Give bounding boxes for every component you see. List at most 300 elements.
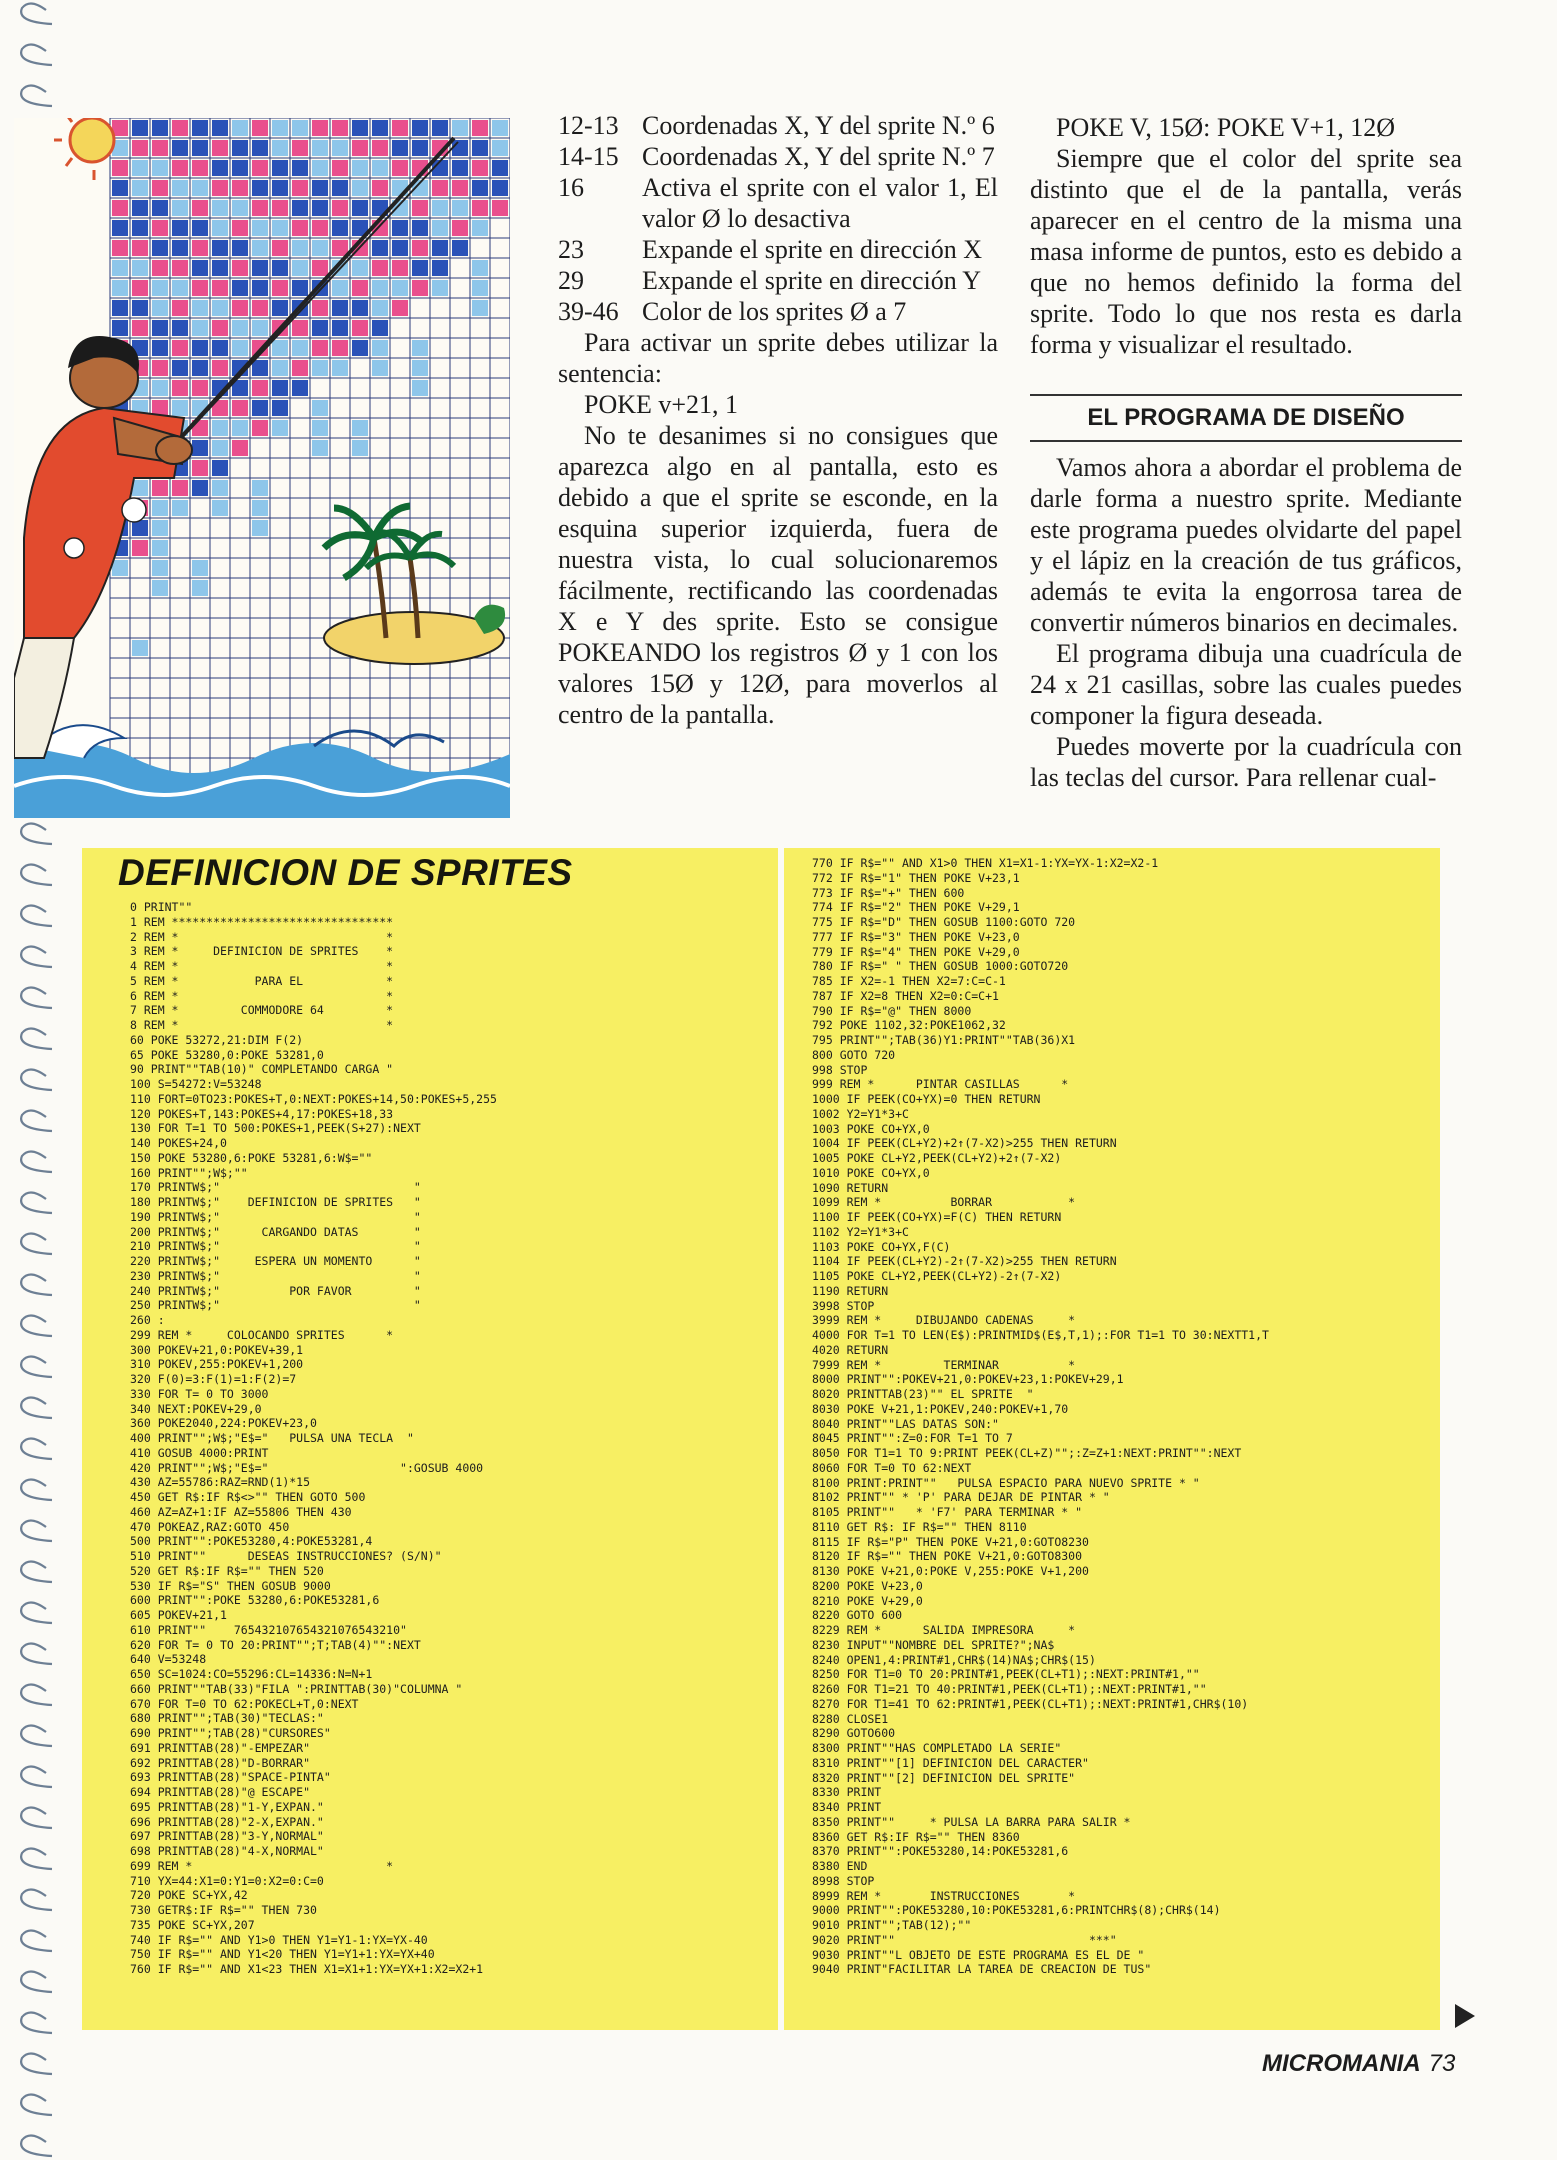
- grid-cell: [132, 180, 148, 196]
- spiral-ring: [21, 1438, 52, 1459]
- code-line: 691 PRINTTAB(28)"-EMPEZAR": [130, 1740, 311, 1755]
- grid-cell: [352, 340, 368, 356]
- grid-cell: [372, 140, 388, 156]
- register-definitions-list: [558, 110, 998, 327]
- grid-cell: [252, 420, 268, 436]
- grid-cell: [312, 400, 328, 416]
- grid-cell: [152, 340, 168, 356]
- grid-cell: [292, 220, 308, 236]
- grid-cell: [292, 240, 308, 256]
- grid-cell: [332, 120, 348, 136]
- grid-cell: [192, 200, 208, 216]
- code-line: 220 PRINTW$;" ESPERA UN MOMENTO ": [130, 1254, 421, 1268]
- grid-cell: [332, 280, 348, 296]
- code-line: 8102 PRINT"" * 'P' PARA DEJAR DE PINTAR * ": [812, 1490, 1110, 1505]
- spiral-ring: [21, 1807, 52, 1828]
- grid-cell: [332, 240, 348, 256]
- definition-row: [558, 265, 998, 296]
- grid-cell: [232, 300, 248, 316]
- grid-cell: [132, 220, 148, 236]
- grid-cell: [152, 260, 168, 276]
- code-line: 110 FORT=0TO23:POKES+T,0:NEXT:POKES+14,50:POKES+5,255: [130, 1091, 497, 1106]
- grid-cell: [152, 300, 168, 316]
- grid-cell: [252, 500, 268, 516]
- code-line: 360 POKE2040,224:POKEV+23,0: [130, 1416, 317, 1431]
- grid-cell: [232, 320, 248, 336]
- grid-cell: [492, 180, 508, 196]
- continue-arrow-icon: [1455, 2004, 1475, 2028]
- grid-cell: [312, 440, 328, 456]
- code-line: 3999 REM * DIBUJANDO CADENAS *: [812, 1313, 1076, 1328]
- grid-cell: [192, 260, 208, 276]
- grid-cell: [352, 200, 368, 216]
- grid-cell: [272, 160, 288, 176]
- code-line: 740 IF R$="" AND Y1>0 THEN Y1=Y1-1:YX=YX-40: [130, 1932, 428, 1947]
- code-line: 1103 POKE CO+YX,F(C): [812, 1239, 951, 1254]
- grid-cell: [272, 260, 288, 276]
- paragraph-activate: Para activar un sprite debes utilizar la sentencia:: [558, 328, 998, 388]
- grid-cell: [152, 480, 168, 496]
- grid-cell: [472, 160, 488, 176]
- spiral-ring: [21, 1561, 52, 1582]
- code-line: 8240 OPEN1,4:PRINT#1,CHR$(14)NA$;CHR$(15): [812, 1652, 1096, 1667]
- grid-cell: [392, 260, 408, 276]
- page-number: 73: [1428, 2050, 1456, 2077]
- grid-cell: [352, 320, 368, 336]
- grid-cell: [132, 260, 148, 276]
- spiral-ring: [21, 1643, 52, 1664]
- code-line: 8270 FOR T1=41 TO 62:PRINT#1,PEEK(CL+T1);:NEXT:PRINT#1,CHR$(10): [812, 1696, 1249, 1711]
- code-line: 8120 IF R$="" THEN POKE V+21,0:GOTO8300: [812, 1549, 1083, 1564]
- code-line: 8350 PRINT"" * PULSA LA BARRA PARA SALIR *: [812, 1814, 1131, 1829]
- grid-cell: [112, 160, 128, 176]
- spiral-ring: [21, 1151, 52, 1172]
- grid-cell: [172, 480, 188, 496]
- code-line: 7999 REM * TERMINAR *: [812, 1357, 1076, 1372]
- code-line: 8060 FOR T=0 TO 62:NEXT: [812, 1460, 972, 1475]
- grid-cell: [192, 280, 208, 296]
- definition-row: [558, 141, 998, 172]
- spiral-ring: [21, 2053, 52, 2074]
- code-line: 520 GET R$:IF R$="" THEN 520: [130, 1563, 324, 1578]
- grid-cell: [472, 280, 488, 296]
- grid-cell: [232, 340, 248, 356]
- grid-cell: [252, 260, 268, 276]
- grid-cell: [212, 280, 228, 296]
- code-line: 6 REM * *: [130, 988, 394, 1003]
- grid-cell: [212, 440, 228, 456]
- code-line: 140 POKES+24,0: [130, 1136, 227, 1150]
- code-line: 773 IF R$="+" THEN 600: [812, 885, 965, 900]
- grid-cell: [312, 260, 328, 276]
- grid-cell: [452, 220, 468, 236]
- grid-cell: [132, 480, 148, 496]
- spiral-ring: [21, 987, 52, 1008]
- code-line: 500 PRINT"":POKE53280,4:POKE53281,4: [130, 1534, 373, 1549]
- grid-cell: [172, 300, 188, 316]
- grid-cell: [432, 280, 448, 296]
- code-line: 180 PRINTW$;" DEFINICION DE SPRITES ": [130, 1195, 421, 1209]
- code-line: 130 FOR T=1 TO 500:POKES+1,PEEK(S+27):NEXT: [130, 1121, 421, 1136]
- grid-cell: [452, 180, 468, 196]
- grid-cell: [312, 320, 328, 336]
- grid-cell: [492, 160, 508, 176]
- grid-cell: [352, 180, 368, 196]
- grid-cell: [332, 300, 348, 316]
- grid-cell: [232, 420, 248, 436]
- spiral-ring: [21, 1192, 52, 1213]
- grid-cell: [412, 220, 428, 236]
- grid-cell: [252, 180, 268, 196]
- code-line: 8310 PRINT""[1] DEFINICION DEL CARACTER": [812, 1755, 1089, 1770]
- code-line: 777 IF R$="3" THEN POKE V+23,0: [812, 929, 1020, 944]
- grid-cell: [172, 240, 188, 256]
- grid-cell: [432, 240, 448, 256]
- grid-cell: [352, 280, 368, 296]
- code-line: 690 PRINT"";TAB(28)"CURSORES": [130, 1726, 331, 1740]
- code-line: 9030 PRINT""L OBJETO DE ESTE PROGRAMA ES EL DE ": [812, 1947, 1145, 1962]
- grid-cell: [312, 160, 328, 176]
- grid-cell: [192, 340, 208, 356]
- definition-number: 12-13: [558, 111, 619, 140]
- code-line: 696 PRINTTAB(28)"2-X,EXPAN.": [130, 1814, 324, 1829]
- grid-cell: [172, 380, 188, 396]
- code-line: 8110 GET R$: IF R$="" THEN 8110: [812, 1519, 1027, 1534]
- grid-cell: [172, 180, 188, 196]
- code-line: 680 PRINT"";TAB(30)"TECLAS:": [130, 1711, 324, 1726]
- grid-cell: [292, 160, 308, 176]
- grid-cell: [152, 560, 168, 576]
- grid-cell: [212, 160, 228, 176]
- spiral-ring: [21, 1356, 52, 1377]
- grid-cell: [412, 340, 428, 356]
- code-line: 4020 RETURN: [812, 1342, 889, 1357]
- code-line: 1010 POKE CO+YX,0: [812, 1165, 930, 1180]
- spiral-ring: [21, 3, 52, 24]
- grid-cell: [312, 300, 328, 316]
- code-line: 510 PRINT"" DESEAS INSTRUCCIONES? (S/N)": [130, 1549, 442, 1563]
- code-line: 770 IF R$="" AND X1>0 THEN X1=X1-1:YX=YX-1:X2=X2-1: [812, 856, 1159, 870]
- grid-cell: [192, 560, 208, 576]
- code-line: 8260 FOR T1=21 TO 40:PRINT#1,PEEK(CL+T1);:NEXT:PRINT#1,"": [812, 1682, 1207, 1696]
- grid-cell: [312, 220, 328, 236]
- spiral-ring: [21, 1274, 52, 1295]
- code-line: 775 IF R$="D" THEN GOSUB 1100:GOTO 720: [812, 915, 1076, 929]
- code-line: 190 PRINTW$;" ": [130, 1209, 421, 1224]
- grid-cell: [172, 200, 188, 216]
- grid-cell: [372, 360, 388, 376]
- grid-cell: [232, 240, 248, 256]
- code-line: 100 S=54272:V=53248: [130, 1077, 262, 1091]
- grid-cell: [252, 220, 268, 236]
- code-line: 160 PRINT"";W$;"": [130, 1165, 248, 1180]
- code-line: 600 PRINT"":POKE 53280,6:POKE53281,6: [130, 1593, 380, 1608]
- grid-cell: [172, 340, 188, 356]
- grid-cell: [492, 200, 508, 216]
- grid-cell: [312, 360, 328, 376]
- grid-cell: [252, 520, 268, 536]
- grid-cell: [152, 240, 168, 256]
- grid-cell: [412, 240, 428, 256]
- grid-cell: [112, 300, 128, 316]
- code-line: 4000 FOR T=1 TO LEN(E$):PRINTMID$(E$,T,1);:FOR T1=1 TO 30:NEXTT1,T: [812, 1328, 1269, 1342]
- grid-cell: [372, 180, 388, 196]
- code-line: 1003 POKE CO+YX,0: [812, 1121, 930, 1136]
- grid-cell: [392, 160, 408, 176]
- code-poke-activate: POKE v+21, 1: [584, 390, 739, 419]
- grid-cell: [172, 320, 188, 336]
- grid-cell: [192, 460, 208, 476]
- definition-text: Expande el sprite en dirección Y: [642, 266, 982, 295]
- code-line: 1104 IF PEEK(CL+Y2)-2↑(7-X2)>255 THEN RETURN: [812, 1254, 1117, 1269]
- grid-cell: [172, 160, 188, 176]
- definition-row: [558, 172, 998, 234]
- grid-cell: [372, 240, 388, 256]
- spiral-ring: [21, 1028, 52, 1049]
- grid-cell: [472, 180, 488, 196]
- grid-cell: [472, 220, 488, 236]
- grid-cell: [212, 140, 228, 156]
- grid-cell: [392, 280, 408, 296]
- code-line: 170 PRINTW$;" ": [130, 1180, 421, 1195]
- grid-cell: [372, 260, 388, 276]
- code-line: 772 IF R$="1" THEN POKE V+23,1: [812, 870, 1020, 885]
- code-line: 1105 POKE CL+Y2,PEEK(CL+Y2)-2↑(7-X2): [812, 1269, 1062, 1283]
- grid-cell: [152, 160, 168, 176]
- grid-cell: [272, 240, 288, 256]
- code-line: 420 PRINT"";W$;"E$=" ":GOSUB 4000: [130, 1460, 484, 1475]
- grid-cell: [332, 320, 348, 336]
- definition-row: [558, 234, 998, 265]
- code-line: 8340 PRINT: [812, 1800, 882, 1814]
- code-line: 340 NEXT:POKEV+29,0: [130, 1401, 262, 1416]
- grid-cell: [292, 360, 308, 376]
- code-poke-center: POKE V, 15Ø: POKE V+1, 12Ø: [1056, 113, 1395, 142]
- spiral-ring: [21, 1520, 52, 1541]
- paragraph-dibuja: El programa dibuja una cuadrícula de 24 x 21 casillas, sobre las cuales puedes componer la figura deseada.: [1030, 639, 1462, 730]
- code-line: 8360 GET R$:IF R$="" THEN 8360: [812, 1829, 1020, 1844]
- grid-cell: [252, 400, 268, 416]
- spiral-ring: [21, 1110, 52, 1131]
- spiral-ring: [21, 1684, 52, 1705]
- page-footer: [1262, 2050, 1455, 2078]
- grid-cell: [352, 440, 368, 456]
- grid-cell: [132, 300, 148, 316]
- grid-cell: [372, 280, 388, 296]
- grid-cell: [392, 220, 408, 236]
- grid-cell: [492, 140, 508, 156]
- grid-cell: [152, 280, 168, 296]
- grid-cell: [112, 260, 128, 276]
- grid-cell: [432, 200, 448, 216]
- grid-cell: [112, 320, 128, 336]
- spiral-ring: [21, 1315, 52, 1336]
- code-line: 660 PRINT""TAB(33)"FILA ":PRINTTAB(30)"COLUMNA ": [130, 1681, 463, 1696]
- code-line: 299 REM * COLOCANDO SPRITES *: [130, 1327, 394, 1342]
- grid-cell: [212, 480, 228, 496]
- code-line: 8105 PRINT"" * 'F7' PARA TERMINAR * ": [812, 1505, 1083, 1519]
- code-line: 698 PRINTTAB(28)"4-X,NORMAL": [130, 1844, 324, 1858]
- grid-cell: [112, 220, 128, 236]
- grid-cell: [152, 180, 168, 196]
- code-line: 8020 PRINTTAB(23)"" EL SPRITE ": [812, 1387, 1034, 1401]
- definition-number: 14-15: [558, 142, 619, 171]
- grid-cell: [472, 120, 488, 136]
- illustration-sprite-grid: [14, 118, 510, 818]
- grid-cell: [192, 440, 208, 456]
- grid-cell: [132, 540, 148, 556]
- code-line: 410 GOSUB 4000:PRINT: [130, 1445, 269, 1460]
- code-line: 620 FOR T= 0 TO 20:PRINT"";T;TAB(4)"":NEXT: [130, 1637, 421, 1652]
- code-line: 8100 PRINT:PRINT"" PULSA ESPACIO PARA NUEVO SPRITE * ": [812, 1475, 1200, 1490]
- grid-cell: [472, 300, 488, 316]
- code-line: 730 GETR$:IF R$="" THEN 730: [130, 1903, 317, 1917]
- grid-cell: [412, 120, 428, 136]
- grid-cell: [132, 120, 148, 136]
- paragraph-no-desanimes: No te desanimes si no consigues que aparezca algo en al pantalla, esto es debido a que el sprite se esconde, en la esquina superior izquierda, fuera de nuestra vista, lo cual solucionaremos fácilmente, rectificando las coordenadas X e Y des sprite. Esto se consigue POKEANDO los registros Ø y 1 con los valores 15Ø y 12Ø, para moverlos al centro de la pantalla.: [558, 421, 998, 729]
- code-line: 8320 PRINT""[2] DEFINICION DEL SPRITE": [812, 1770, 1076, 1785]
- grid-cell: [272, 380, 288, 396]
- grid-cell: [472, 140, 488, 156]
- grid-cell: [452, 140, 468, 156]
- code-line: 1099 REM * BORRAR *: [812, 1195, 1076, 1210]
- spiral-ring: [21, 905, 52, 926]
- code-line: 697 PRINTTAB(28)"3-Y,NORMAL": [130, 1829, 324, 1844]
- grid-cell: [172, 260, 188, 276]
- code-line: 150 POKE 53280,6:POKE 53281,6:W$="": [130, 1150, 373, 1165]
- grid-cell: [252, 300, 268, 316]
- code-line: 640 V=53248: [130, 1652, 207, 1667]
- paragraph-vamos: Vamos ahora a abordar el problema de darle forma a nuestro sprite. Mediante este programa puedes olvidarte del papel y el lápiz en la creación de tus gráficos, además te evita la engorrosa tarea de convertir números binarios en decimales.: [1030, 453, 1462, 637]
- grid-cell: [292, 340, 308, 356]
- definition-text: Coordenadas X, Y del sprite N.º 7: [642, 142, 995, 171]
- grid-cell: [152, 360, 168, 376]
- grid-cell: [312, 240, 328, 256]
- grid-cell: [372, 340, 388, 356]
- code-line: 1102 Y2=Y1*3+C: [812, 1224, 909, 1239]
- code-line: 9010 PRINT"";TAB(12);"": [812, 1918, 972, 1932]
- code-line: 720 POKE SC+YX,42: [130, 1888, 248, 1903]
- spiral-ring: [21, 44, 52, 65]
- code-listing-left: [130, 900, 497, 1977]
- grid-cell: [232, 400, 248, 416]
- code-line: 999 REM * PINTAR CASILLAS *: [812, 1077, 1069, 1092]
- grid-cell: [232, 260, 248, 276]
- grid-cell: [312, 200, 328, 216]
- grid-cell: [212, 460, 228, 476]
- grid-cell: [112, 180, 128, 196]
- code-line: 800 GOTO 720: [812, 1047, 896, 1062]
- code-line: 779 IF R$="4" THEN POKE V+29,0: [812, 944, 1020, 959]
- code-line: 695 PRINTTAB(28)"1-Y,EXPAN.": [130, 1799, 324, 1814]
- grid-cell: [372, 160, 388, 176]
- code-line: 8290 GOTO600: [812, 1726, 896, 1741]
- grid-cell: [252, 120, 268, 136]
- grid-cell: [152, 540, 168, 556]
- spiral-ring: [21, 864, 52, 885]
- paragraph-moverte: Puedes moverte por la cuadrícula con las teclas del cursor. Para rellenar cual-: [1030, 732, 1462, 792]
- code-line: 8 REM * *: [130, 1018, 394, 1032]
- grid-cell: [312, 340, 328, 356]
- code-line: 1100 IF PEEK(CO+YX)=F(C) THEN RETURN: [812, 1210, 1062, 1224]
- article-column-right: [1030, 112, 1462, 360]
- grid-cell: [192, 120, 208, 136]
- code-line: 785 IF X2=-1 THEN X2=7:C=C-1: [812, 974, 1006, 988]
- spiral-ring: [21, 1233, 52, 1254]
- code-line: 8130 POKE V+21,0:POKE V,255:POKE V+1,200: [812, 1564, 1089, 1578]
- spiral-ring: [21, 823, 52, 844]
- code-line: 8115 IF R$="P" THEN POKE V+21,0:GOTO8230: [812, 1534, 1089, 1549]
- grid-cell: [172, 120, 188, 136]
- grid-cell: [232, 280, 248, 296]
- code-line: 7 REM * COMMODORE 64 *: [130, 1003, 394, 1018]
- grid-cell: [332, 200, 348, 216]
- grid-cell: [132, 200, 148, 216]
- spiral-ring: [21, 2135, 52, 2156]
- definition-text: Activa el sprite con el valor 1, El valor Ø lo desactiva: [642, 173, 998, 233]
- grid-cell: [452, 120, 468, 136]
- grid-cell: [432, 120, 448, 136]
- grid-cell: [412, 380, 428, 396]
- grid-cell: [352, 260, 368, 276]
- grid-cell: [252, 320, 268, 336]
- code-line: 3998 STOP: [812, 1298, 875, 1313]
- grid-cell: [192, 480, 208, 496]
- grid-cell: [412, 360, 428, 376]
- code-line: 9020 PRINT"" ***": [812, 1932, 1117, 1947]
- definition-text: Expande el sprite en dirección X: [642, 235, 983, 264]
- code-line: 240 PRINTW$;" POR FAVOR ": [130, 1283, 421, 1298]
- grid-cell: [412, 200, 428, 216]
- grid-cell: [152, 500, 168, 516]
- code-line: 300 POKEV+21,0:POKEV+39,1: [130, 1342, 304, 1357]
- code-line: 8030 POKE V+21,1:POKEV,240:POKEV+1,70: [812, 1401, 1069, 1416]
- grid-cell: [492, 120, 508, 136]
- grid-cell: [252, 140, 268, 156]
- spiral-ring: [21, 85, 52, 106]
- code-line: 120 POKES+T,143:POKES+4,17:POKES+18,33: [130, 1106, 394, 1121]
- grid-cell: [232, 440, 248, 456]
- grid-cell: [292, 280, 308, 296]
- grid-cell: [212, 360, 228, 376]
- spiral-ring: [21, 2012, 52, 2033]
- code-line: 694 PRINTTAB(28)"@ ESCAPE": [130, 1785, 311, 1799]
- grid-cell: [332, 340, 348, 356]
- code-line: 760 IF R$="" AND X1<23 THEN X1=X1+1:YX=YX+1:X2=X2+1: [130, 1962, 484, 1976]
- code-line: 530 IF R$="S" THEN GOSUB 9000: [130, 1578, 331, 1593]
- grid-cell: [172, 360, 188, 376]
- grid-cell: [392, 300, 408, 316]
- grid-cell: [232, 140, 248, 156]
- spiral-ring: [21, 1397, 52, 1418]
- code-line: 998 STOP: [812, 1062, 868, 1077]
- grid-cell: [152, 200, 168, 216]
- spiral-ring: [21, 1889, 52, 1910]
- grid-cell: [352, 120, 368, 136]
- code-line: 8045 PRINT"":Z=0:FOR T=1 TO 7: [812, 1431, 1013, 1446]
- code-line: 710 YX=44:X1=0:Y1=0:X2=0:C=0: [130, 1873, 324, 1888]
- grid-cell: [252, 200, 268, 216]
- code-line: 750 IF R$="" AND Y1<20 THEN Y1=Y1+1:YX=YX+40: [130, 1947, 435, 1962]
- spiral-ring: [21, 1725, 52, 1746]
- grid-cell: [352, 420, 368, 436]
- spiral-ring: [21, 1479, 52, 1500]
- code-line: 310 POKEV,255:POKEV+1,200: [130, 1357, 304, 1372]
- grid-cell: [372, 300, 388, 316]
- code-line: 1090 RETURN: [812, 1180, 889, 1195]
- grid-cell: [192, 380, 208, 396]
- grid-cell: [472, 260, 488, 276]
